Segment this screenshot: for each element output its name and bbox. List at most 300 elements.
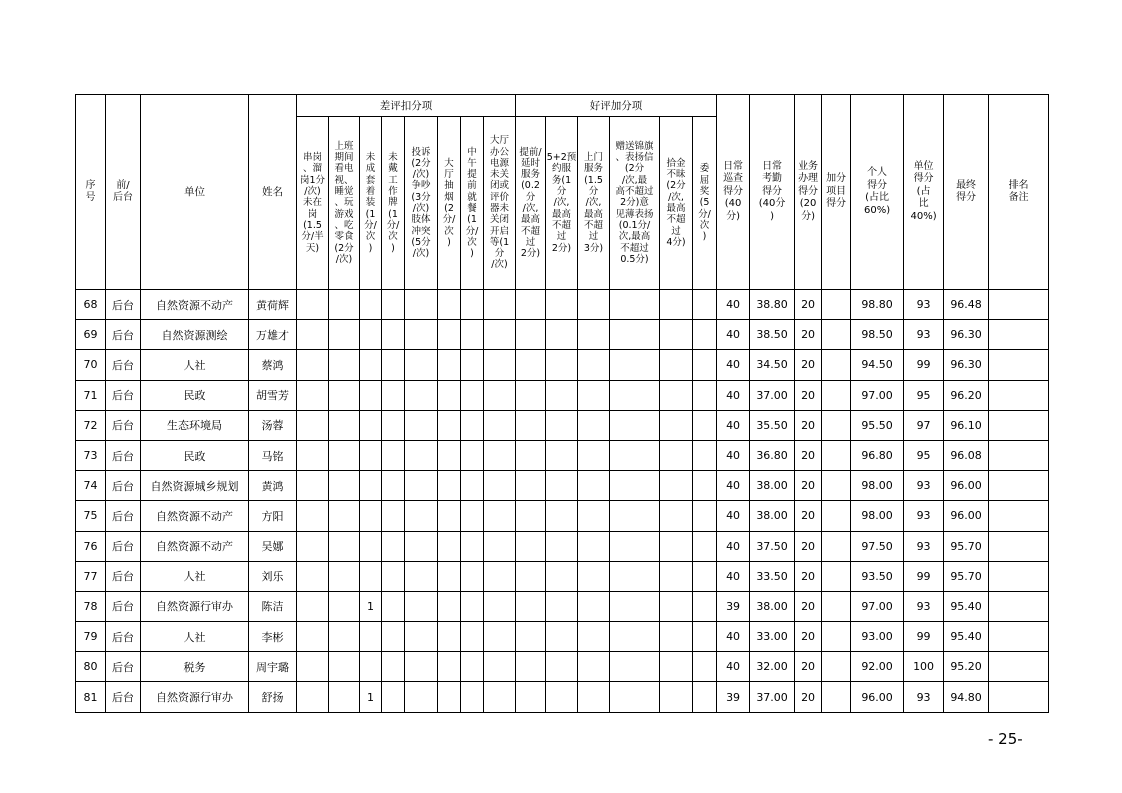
cell-name: 方阳 [249, 501, 297, 531]
cell-attendance-score: 36.80 [750, 440, 795, 470]
cell-bonus-6 [693, 622, 717, 652]
cell-name: 刘乐 [249, 561, 297, 591]
cell-bonus-5 [660, 561, 693, 591]
header-deduct-item: 上班 期间 看电 视、 睡觉 、玩 游戏 、吃 零食 (2分 /次) [329, 117, 360, 290]
cell-rank-note [989, 410, 1049, 440]
cell-unit-score: 93 [904, 471, 944, 501]
cell-deduct-6 [438, 350, 461, 380]
cell-deduct-4 [382, 591, 405, 621]
cell-deduct-1 [297, 471, 329, 501]
cell-deduct-2 [329, 622, 360, 652]
cell-rank-note [989, 350, 1049, 380]
cell-deduct-7 [461, 290, 484, 320]
cell-front-back: 后台 [106, 320, 141, 350]
cell-deduct-6 [438, 501, 461, 531]
cell-bonus-1 [516, 440, 546, 470]
cell-rank-note [989, 682, 1049, 712]
cell-personal-score: 98.00 [851, 471, 904, 501]
cell-attendance-score: 33.50 [750, 561, 795, 591]
cell-deduct-3 [360, 652, 382, 682]
cell-attendance-score: 38.50 [750, 320, 795, 350]
cell-personal-score: 97.00 [851, 380, 904, 410]
cell-bonus-1 [516, 501, 546, 531]
cell-business-score: 20 [795, 350, 822, 380]
cell-seq: 81 [76, 682, 106, 712]
cell-seq: 69 [76, 320, 106, 350]
cell-attendance-score: 34.50 [750, 350, 795, 380]
cell-bonus-1 [516, 350, 546, 380]
cell-deduct-2 [329, 561, 360, 591]
cell-name: 舒扬 [249, 682, 297, 712]
cell-final-score: 96.20 [944, 380, 989, 410]
cell-deduct-4 [382, 622, 405, 652]
cell-final-score: 96.48 [944, 290, 989, 320]
cell-final-score: 96.08 [944, 440, 989, 470]
cell-bonus-1 [516, 682, 546, 712]
cell-deduct-7 [461, 531, 484, 561]
table-row [76, 320, 1049, 350]
header-bonus-item: 提前/ 延时 服务 (0.2 分 /次, 最高 不超 过 2分) [516, 117, 546, 290]
cell-final-score: 96.00 [944, 471, 989, 501]
cell-bonus-2 [546, 652, 578, 682]
cell-deduct-4 [382, 290, 405, 320]
cell-bonus-4 [610, 561, 660, 591]
cell-deduct-5 [405, 652, 438, 682]
cell-deduct-6 [438, 591, 461, 621]
cell-unit-score: 99 [904, 350, 944, 380]
cell-bonus-3 [578, 350, 610, 380]
cell-unit-score: 93 [904, 682, 944, 712]
header-personal-score: 个人 得分 (占比 60%) [851, 95, 904, 290]
cell-bonus-5 [660, 531, 693, 561]
cell-deduct-2 [329, 380, 360, 410]
cell-deduct-4 [382, 561, 405, 591]
cell-deduct-8 [484, 290, 516, 320]
cell-bonus-3 [578, 622, 610, 652]
cell-bonus-2 [546, 350, 578, 380]
cell-unit: 生态环境局 [141, 410, 249, 440]
cell-bonus-6 [693, 440, 717, 470]
cell-bonus-3 [578, 531, 610, 561]
cell-deduct-2 [329, 350, 360, 380]
cell-deduct-8 [484, 652, 516, 682]
cell-unit: 自然资源不动产 [141, 290, 249, 320]
header-deduct-item: 未 成 套 着 装 (1 分/ 次 ) [360, 117, 382, 290]
cell-deduct-4 [382, 652, 405, 682]
cell-rank-note [989, 440, 1049, 470]
cell-unit: 自然资源行审办 [141, 591, 249, 621]
cell-bonus-2 [546, 561, 578, 591]
cell-deduct-7 [461, 501, 484, 531]
cell-patrol-score: 39 [717, 591, 750, 621]
cell-rank-note [989, 320, 1049, 350]
cell-bonus-5 [660, 410, 693, 440]
cell-deduct-1 [297, 350, 329, 380]
cell-deduct-8 [484, 501, 516, 531]
cell-bonus-1 [516, 591, 546, 621]
cell-bonus-4 [610, 380, 660, 410]
cell-deduct-1 [297, 380, 329, 410]
cell-bonus-3 [578, 320, 610, 350]
cell-deduct-8 [484, 561, 516, 591]
header-bonus-group: 好评加分项 [516, 95, 717, 117]
cell-deduct-2 [329, 591, 360, 621]
cell-name: 周宇璐 [249, 652, 297, 682]
cell-front-back: 后台 [106, 290, 141, 320]
cell-bonus-3 [578, 561, 610, 591]
cell-front-back: 后台 [106, 440, 141, 470]
cell-bonus-6 [693, 501, 717, 531]
cell-deduct-8 [484, 410, 516, 440]
cell-bonus-4 [610, 622, 660, 652]
cell-deduct-6 [438, 320, 461, 350]
header-business-score: 业务 办理 得分 (20 分) [795, 95, 822, 290]
cell-deduct-6 [438, 652, 461, 682]
cell-business-score: 20 [795, 531, 822, 561]
cell-bonus-4 [610, 290, 660, 320]
cell-bonus-score [822, 531, 851, 561]
header-deduct-item: 大 厅 抽 烟 (2 分/ 次 ) [438, 117, 461, 290]
cell-bonus-1 [516, 380, 546, 410]
cell-bonus-1 [516, 531, 546, 561]
cell-front-back: 后台 [106, 682, 141, 712]
table-row [76, 380, 1049, 410]
cell-personal-score: 97.00 [851, 591, 904, 621]
cell-personal-score: 96.00 [851, 682, 904, 712]
cell-deduct-6 [438, 380, 461, 410]
cell-bonus-5 [660, 380, 693, 410]
cell-deduct-5 [405, 682, 438, 712]
cell-deduct-2 [329, 652, 360, 682]
cell-business-score: 20 [795, 501, 822, 531]
cell-seq: 70 [76, 350, 106, 380]
header-attendance-score: 日常 考勤 得分 (40分 ) [750, 95, 795, 290]
cell-seq: 74 [76, 471, 106, 501]
cell-bonus-5 [660, 290, 693, 320]
cell-seq: 72 [76, 410, 106, 440]
cell-business-score: 20 [795, 682, 822, 712]
cell-personal-score: 98.80 [851, 290, 904, 320]
cell-bonus-4 [610, 410, 660, 440]
cell-deduct-1 [297, 320, 329, 350]
cell-seq: 77 [76, 561, 106, 591]
header-seq: 序 号 [76, 95, 106, 290]
cell-rank-note [989, 591, 1049, 621]
cell-bonus-5 [660, 471, 693, 501]
cell-deduct-1 [297, 531, 329, 561]
cell-rank-note [989, 652, 1049, 682]
cell-unit: 自然资源行审办 [141, 682, 249, 712]
cell-deduct-2 [329, 531, 360, 561]
cell-bonus-4 [610, 320, 660, 350]
cell-bonus-score [822, 320, 851, 350]
cell-patrol-score: 40 [717, 380, 750, 410]
cell-bonus-6 [693, 591, 717, 621]
cell-patrol-score: 40 [717, 350, 750, 380]
cell-deduct-7 [461, 350, 484, 380]
cell-patrol-score: 40 [717, 531, 750, 561]
cell-bonus-1 [516, 652, 546, 682]
cell-bonus-3 [578, 410, 610, 440]
table-row [76, 682, 1049, 712]
cell-bonus-5 [660, 440, 693, 470]
cell-patrol-score: 40 [717, 561, 750, 591]
cell-bonus-2 [546, 410, 578, 440]
cell-bonus-score [822, 622, 851, 652]
cell-attendance-score: 33.00 [750, 622, 795, 652]
cell-deduct-7 [461, 591, 484, 621]
table-row [76, 561, 1049, 591]
cell-business-score: 20 [795, 410, 822, 440]
cell-bonus-6 [693, 531, 717, 561]
cell-name: 马铭 [249, 440, 297, 470]
table-row [76, 501, 1049, 531]
table-row [76, 652, 1049, 682]
cell-deduct-4 [382, 682, 405, 712]
cell-unit-score: 93 [904, 290, 944, 320]
cell-front-back: 后台 [106, 501, 141, 531]
cell-deduct-3 [360, 290, 382, 320]
cell-bonus-4 [610, 652, 660, 682]
cell-unit-score: 93 [904, 501, 944, 531]
cell-deduct-3 [360, 410, 382, 440]
cell-bonus-6 [693, 682, 717, 712]
cell-deduct-3 [360, 350, 382, 380]
cell-bonus-6 [693, 380, 717, 410]
cell-unit-score: 95 [904, 380, 944, 410]
cell-unit-score: 100 [904, 652, 944, 682]
cell-name: 黄荷辉 [249, 290, 297, 320]
cell-unit: 自然资源不动产 [141, 501, 249, 531]
score-table [75, 94, 1049, 713]
cell-deduct-5 [405, 380, 438, 410]
cell-deduct-2 [329, 290, 360, 320]
cell-patrol-score: 40 [717, 290, 750, 320]
header-deduct-item: 投诉 (2分 /次) 争吵 (3分 /次) 肢体 冲突 (5分 /次) [405, 117, 438, 290]
cell-bonus-1 [516, 290, 546, 320]
cell-deduct-4 [382, 471, 405, 501]
cell-bonus-5 [660, 501, 693, 531]
cell-rank-note [989, 622, 1049, 652]
cell-bonus-3 [578, 380, 610, 410]
cell-final-score: 95.40 [944, 591, 989, 621]
cell-deduct-8 [484, 471, 516, 501]
cell-bonus-2 [546, 320, 578, 350]
cell-deduct-2 [329, 320, 360, 350]
cell-deduct-3: 1 [360, 682, 382, 712]
cell-bonus-2 [546, 380, 578, 410]
cell-final-score: 95.70 [944, 531, 989, 561]
cell-unit-score: 93 [904, 320, 944, 350]
table-row [76, 622, 1049, 652]
cell-deduct-4 [382, 380, 405, 410]
cell-deduct-1 [297, 440, 329, 470]
cell-deduct-6 [438, 410, 461, 440]
header-front-back: 前/ 后台 [106, 95, 141, 290]
cell-unit: 自然资源不动产 [141, 531, 249, 561]
cell-bonus-2 [546, 591, 578, 621]
cell-business-score: 20 [795, 561, 822, 591]
cell-deduct-7 [461, 622, 484, 652]
cell-business-score: 20 [795, 380, 822, 410]
cell-seq: 79 [76, 622, 106, 652]
cell-rank-note [989, 290, 1049, 320]
cell-name: 黄鸿 [249, 471, 297, 501]
cell-bonus-5 [660, 591, 693, 621]
cell-front-back: 后台 [106, 622, 141, 652]
cell-deduct-7 [461, 652, 484, 682]
cell-rank-note [989, 471, 1049, 501]
cell-bonus-6 [693, 350, 717, 380]
cell-bonus-score [822, 682, 851, 712]
cell-deduct-6 [438, 531, 461, 561]
cell-patrol-score: 40 [717, 501, 750, 531]
cell-deduct-5 [405, 591, 438, 621]
header-bonus-item: 赠送锦旗 、表扬信 (2分 /次,最 高不超过 2分)意 见薄表扬 (0.1分/ 次,最高 不超过 0.5分) [610, 117, 660, 290]
cell-front-back: 后台 [106, 410, 141, 440]
cell-personal-score: 98.00 [851, 501, 904, 531]
cell-attendance-score: 37.50 [750, 531, 795, 561]
cell-patrol-score: 40 [717, 471, 750, 501]
cell-name: 蔡鸿 [249, 350, 297, 380]
cell-unit: 自然资源城乡规划 [141, 471, 249, 501]
cell-deduct-6 [438, 471, 461, 501]
cell-seq: 78 [76, 591, 106, 621]
cell-deduct-5 [405, 561, 438, 591]
cell-unit: 自然资源测绘 [141, 320, 249, 350]
cell-bonus-5 [660, 320, 693, 350]
cell-rank-note [989, 380, 1049, 410]
cell-deduct-3 [360, 561, 382, 591]
cell-final-score: 96.00 [944, 501, 989, 531]
cell-bonus-1 [516, 561, 546, 591]
cell-bonus-score [822, 410, 851, 440]
cell-personal-score: 98.50 [851, 320, 904, 350]
cell-bonus-3 [578, 501, 610, 531]
cell-bonus-score [822, 290, 851, 320]
cell-attendance-score: 37.00 [750, 682, 795, 712]
cell-front-back: 后台 [106, 350, 141, 380]
cell-rank-note [989, 531, 1049, 561]
cell-attendance-score: 38.00 [750, 591, 795, 621]
cell-seq: 68 [76, 290, 106, 320]
cell-deduct-1 [297, 290, 329, 320]
cell-bonus-3 [578, 440, 610, 470]
cell-attendance-score: 37.00 [750, 380, 795, 410]
cell-name: 万雄才 [249, 320, 297, 350]
cell-unit: 民政 [141, 380, 249, 410]
table-row [76, 440, 1049, 470]
cell-deduct-1 [297, 591, 329, 621]
cell-unit-score: 93 [904, 531, 944, 561]
cell-deduct-8 [484, 380, 516, 410]
cell-deduct-1 [297, 410, 329, 440]
cell-personal-score: 93.50 [851, 561, 904, 591]
cell-deduct-5 [405, 290, 438, 320]
header-bonus-item: 上门 服务 (1.5 分 /次, 最高 不超 过 3分) [578, 117, 610, 290]
cell-bonus-6 [693, 471, 717, 501]
cell-deduct-3 [360, 531, 382, 561]
cell-bonus-3 [578, 682, 610, 712]
cell-attendance-score: 38.00 [750, 471, 795, 501]
cell-deduct-3: 1 [360, 591, 382, 621]
cell-bonus-1 [516, 471, 546, 501]
cell-business-score: 20 [795, 471, 822, 501]
cell-deduct-7 [461, 380, 484, 410]
cell-bonus-1 [516, 410, 546, 440]
cell-front-back: 后台 [106, 561, 141, 591]
cell-personal-score: 94.50 [851, 350, 904, 380]
cell-business-score: 20 [795, 320, 822, 350]
table-row [76, 350, 1049, 380]
cell-deduct-8 [484, 591, 516, 621]
cell-patrol-score: 39 [717, 682, 750, 712]
cell-unit-score: 99 [904, 622, 944, 652]
table-row [76, 290, 1049, 320]
cell-deduct-5 [405, 410, 438, 440]
cell-bonus-4 [610, 440, 660, 470]
cell-unit-score: 95 [904, 440, 944, 470]
cell-deduct-5 [405, 501, 438, 531]
cell-deduct-4 [382, 410, 405, 440]
cell-deduct-1 [297, 622, 329, 652]
cell-deduct-3 [360, 440, 382, 470]
cell-bonus-score [822, 652, 851, 682]
cell-deduct-2 [329, 440, 360, 470]
cell-unit-score: 97 [904, 410, 944, 440]
cell-deduct-6 [438, 622, 461, 652]
cell-name: 吴娜 [249, 531, 297, 561]
header-bonus-item: 拾金 不昧 (2分 /次, 最高 不超 过 4分) [660, 117, 693, 290]
cell-final-score: 96.30 [944, 320, 989, 350]
cell-bonus-4 [610, 350, 660, 380]
page-number: - 25- [988, 730, 1023, 748]
header-deduct-item: 未 戴 工 作 牌 (1 分/ 次 ) [382, 117, 405, 290]
header-patrol-score: 日常 巡查 得分 (40 分) [717, 95, 750, 290]
cell-bonus-4 [610, 531, 660, 561]
cell-business-score: 20 [795, 591, 822, 621]
cell-bonus-3 [578, 290, 610, 320]
cell-personal-score: 92.00 [851, 652, 904, 682]
cell-patrol-score: 40 [717, 622, 750, 652]
cell-name: 胡雪芳 [249, 380, 297, 410]
table-row [76, 471, 1049, 501]
cell-deduct-6 [438, 440, 461, 470]
cell-final-score: 95.70 [944, 561, 989, 591]
cell-unit: 人社 [141, 622, 249, 652]
cell-seq: 73 [76, 440, 106, 470]
cell-business-score: 20 [795, 652, 822, 682]
cell-unit: 人社 [141, 350, 249, 380]
header-bonus-score: 加分 项目 得分 [822, 95, 851, 290]
cell-deduct-3 [360, 320, 382, 350]
cell-deduct-3 [360, 501, 382, 531]
cell-unit-score: 99 [904, 561, 944, 591]
header-rank-note: 排名 备注 [989, 95, 1049, 290]
cell-final-score: 96.30 [944, 350, 989, 380]
cell-deduct-1 [297, 652, 329, 682]
cell-deduct-6 [438, 290, 461, 320]
cell-patrol-score: 40 [717, 652, 750, 682]
cell-bonus-score [822, 561, 851, 591]
cell-deduct-7 [461, 410, 484, 440]
cell-rank-note [989, 561, 1049, 591]
cell-deduct-5 [405, 622, 438, 652]
cell-deduct-1 [297, 561, 329, 591]
cell-bonus-3 [578, 471, 610, 501]
cell-deduct-7 [461, 682, 484, 712]
header-name: 姓名 [249, 95, 297, 290]
